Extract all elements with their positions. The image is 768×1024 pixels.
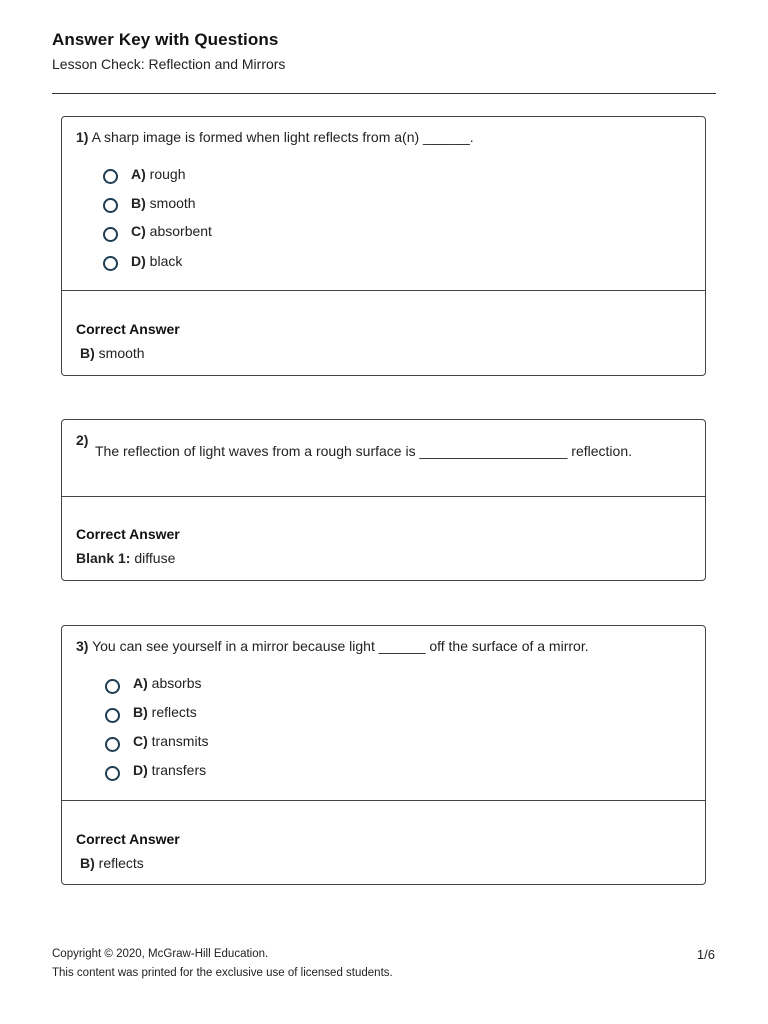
radio-option-d[interactable] — [103, 256, 118, 271]
question-text — [76, 638, 589, 654]
option-text: absorbs — [151, 675, 202, 691]
option-d[interactable] — [131, 253, 182, 269]
answer-text: diffuse — [134, 550, 176, 566]
radio-option-b[interactable] — [103, 198, 118, 213]
option-letter: A) — [131, 166, 146, 182]
option-letter: C) — [133, 733, 148, 749]
answer-section — [62, 801, 705, 885]
option-letter: D) — [133, 762, 148, 778]
question-number: 2) — [76, 432, 89, 448]
footer-license-note: This content was printed for the exclusive use of licensed students. — [52, 967, 393, 979]
correct-answer-value — [80, 855, 144, 871]
page-title: Answer Key with Questions — [52, 30, 279, 49]
radio-option-d[interactable] — [105, 766, 120, 781]
question-section — [62, 420, 705, 497]
answer-letter: Blank 1: — [76, 550, 131, 566]
answer-section — [62, 497, 705, 581]
question-section — [62, 626, 705, 801]
radio-option-a[interactable] — [105, 679, 120, 694]
option-letter: A) — [133, 675, 148, 691]
option-text: transfers — [151, 762, 207, 778]
option-letter: B) — [131, 195, 146, 211]
option-letter: B) — [133, 704, 148, 720]
page-subtitle: Lesson Check: Reflection and Mirrors — [52, 56, 286, 72]
option-a[interactable] — [133, 675, 201, 691]
question-prompt: The reflection of light waves from a rough surface is ___________________ reflection. — [95, 443, 633, 459]
option-letter: C) — [131, 223, 146, 239]
option-d[interactable] — [133, 762, 206, 778]
option-b[interactable] — [133, 704, 197, 720]
radio-option-c[interactable] — [103, 227, 118, 242]
option-text: reflects — [151, 704, 197, 720]
question-section — [62, 117, 705, 291]
option-c[interactable] — [133, 733, 208, 749]
option-b[interactable] — [131, 195, 196, 211]
option-c[interactable] — [131, 223, 212, 239]
question-card-2 — [61, 419, 706, 581]
page-header — [52, 30, 716, 72]
option-text: transmits — [151, 733, 209, 749]
correct-answer-label: Correct Answer — [76, 831, 180, 847]
radio-option-b[interactable] — [105, 708, 120, 723]
question-prompt: A sharp image is formed when light reflects from a(n) ______. — [91, 129, 474, 145]
question-prompt: You can see yourself in a mirror because light ______ off the surface of a mirror. — [92, 638, 589, 654]
question-text — [76, 129, 474, 145]
option-letter: D) — [131, 253, 146, 269]
option-text: black — [149, 253, 183, 269]
footer-copyright: Copyright © 2020, McGraw-Hill Education. — [52, 948, 269, 960]
option-text: absorbent — [149, 223, 212, 239]
option-a[interactable] — [131, 166, 185, 182]
option-text: smooth — [149, 195, 196, 211]
question-card-3 — [61, 625, 706, 885]
correct-answer-label: Correct Answer — [76, 526, 180, 542]
correct-answer-label: Correct Answer — [76, 321, 180, 337]
page-number: 1/6 — [696, 947, 715, 962]
answer-text: smooth — [98, 345, 145, 361]
answer-letter: B) — [80, 855, 95, 871]
correct-answer-value — [80, 345, 145, 361]
radio-option-a[interactable] — [103, 169, 118, 184]
option-text: rough — [149, 166, 186, 182]
answer-section — [62, 291, 705, 376]
question-number: 3) — [76, 638, 89, 654]
answer-letter: B) — [80, 345, 95, 361]
header-divider — [52, 93, 716, 94]
question-card-1 — [61, 116, 706, 376]
radio-option-c[interactable] — [105, 737, 120, 752]
question-number: 1) — [76, 129, 89, 145]
answer-text: reflects — [98, 855, 144, 871]
correct-answer-value — [76, 550, 175, 566]
